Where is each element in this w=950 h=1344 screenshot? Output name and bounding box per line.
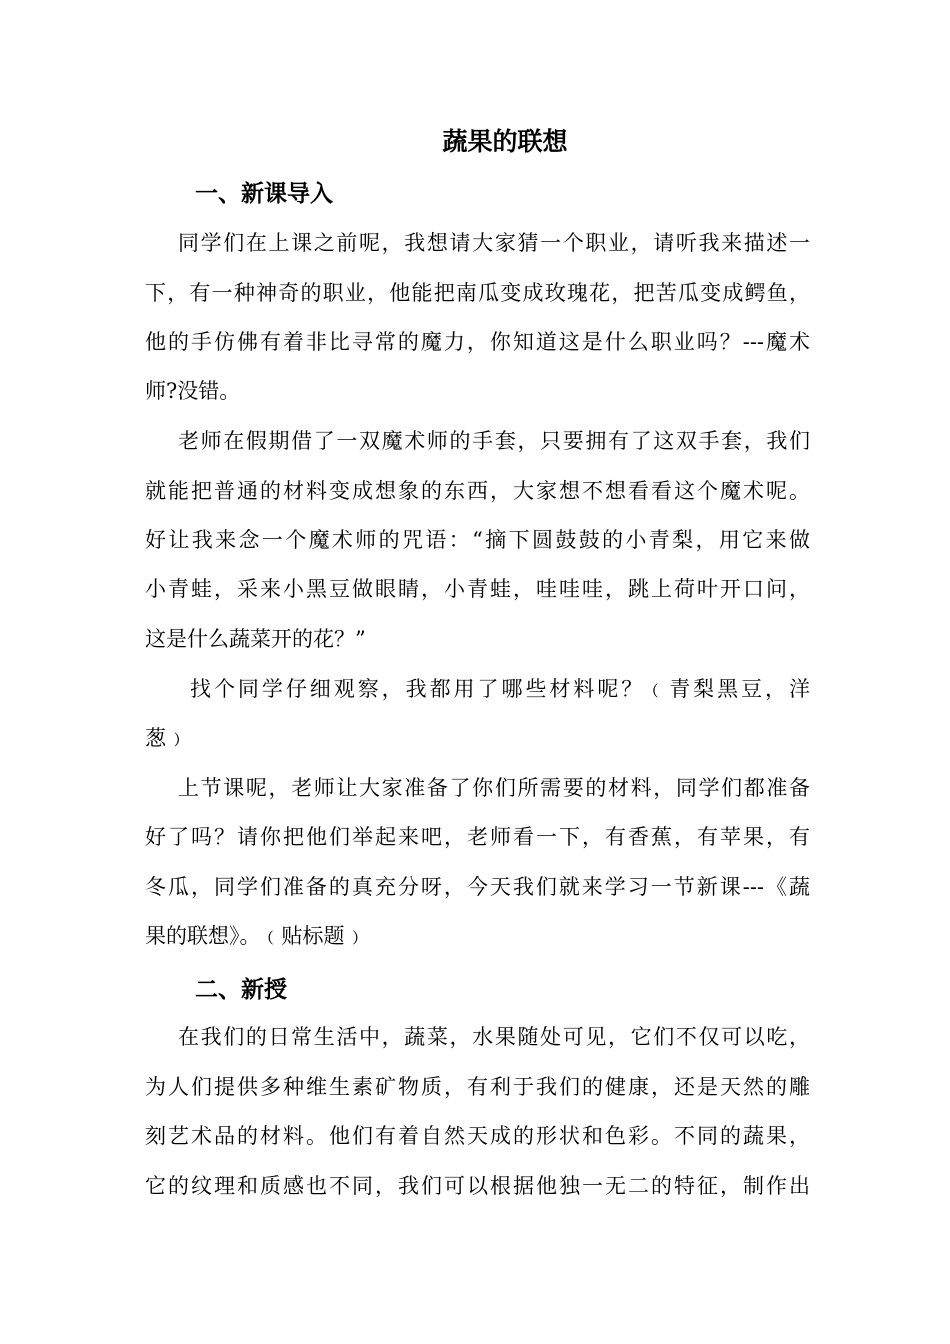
paragraph-line: 下，有一种神奇的职业，他能把南瓜变成玫瑰花，把苦瓜变成鳄鱼， bbox=[145, 281, 810, 305]
paragraph-line: 果的联想》。﹙贴标题﹚ bbox=[145, 924, 366, 948]
paragraph-line: 在我们的日常生活中，蔬菜，水果随处可见，它们不仅可以吃， bbox=[178, 1025, 810, 1049]
paragraph-line: 找个同学仔细观察，我都用了哪些材料呢？﹙青梨黑豆，洋 bbox=[190, 677, 810, 701]
paragraph-line: 师?没错。 bbox=[145, 379, 241, 403]
paragraph-line: 小青蛙，采来小黑豆做眼睛，小青蛙，哇哇哇，跳上荷叶开口问， bbox=[145, 577, 810, 601]
paragraph-line: 冬瓜，同学们准备的真充分呀，今天我们就来学习一节新课---《蔬 bbox=[145, 875, 810, 899]
paragraph-line: 这是什么蔬菜开的花？” bbox=[145, 627, 366, 651]
paragraph-line: 上节课呢，老师让大家准备了你们所需要的材料，同学们都准备 bbox=[178, 776, 810, 800]
document-title: 蔬果的联想 bbox=[442, 127, 568, 156]
paragraph-line: 它的纹理和质感也不同，我们可以根据他独一无二的特征，制作出 bbox=[145, 1174, 810, 1198]
paragraph-line: 就能把普通的材料变成想象的东西，大家想不想看看这个魔术呢。 bbox=[145, 479, 810, 503]
paragraph-line: 好让我来念一个魔术师的咒语：“摘下圆鼓鼓的小青梨，用它来做 bbox=[145, 528, 810, 552]
paragraph-line: 好了吗？请你把他们举起来吧，老师看一下，有香蕉，有苹果，有 bbox=[145, 825, 810, 849]
paragraph-line: 刻艺术品的材料。他们有着自然天成的形状和色彩。不同的蔬果， bbox=[145, 1124, 810, 1148]
paragraph-line: 同学们在上课之前呢，我想请大家猜一个职业，请听我来描述一 bbox=[178, 231, 810, 255]
paragraph-line: 老师在假期借了一双魔术师的手套，只要拥有了这双手套，我们 bbox=[178, 429, 810, 453]
paragraph-line: 他的手仿佛有着非比寻常的魔力，你知道这是什么职业吗？---魔术 bbox=[145, 330, 810, 354]
paragraph-line: 葱﹚ bbox=[145, 726, 187, 750]
section-heading-intro: 一、新课导入 bbox=[195, 181, 333, 207]
section-heading-new-lesson: 二、新授 bbox=[195, 977, 287, 1003]
paragraph-line: 为人们提供多种维生素矿物质，有利于我们的健康，还是天然的雕 bbox=[145, 1075, 810, 1099]
